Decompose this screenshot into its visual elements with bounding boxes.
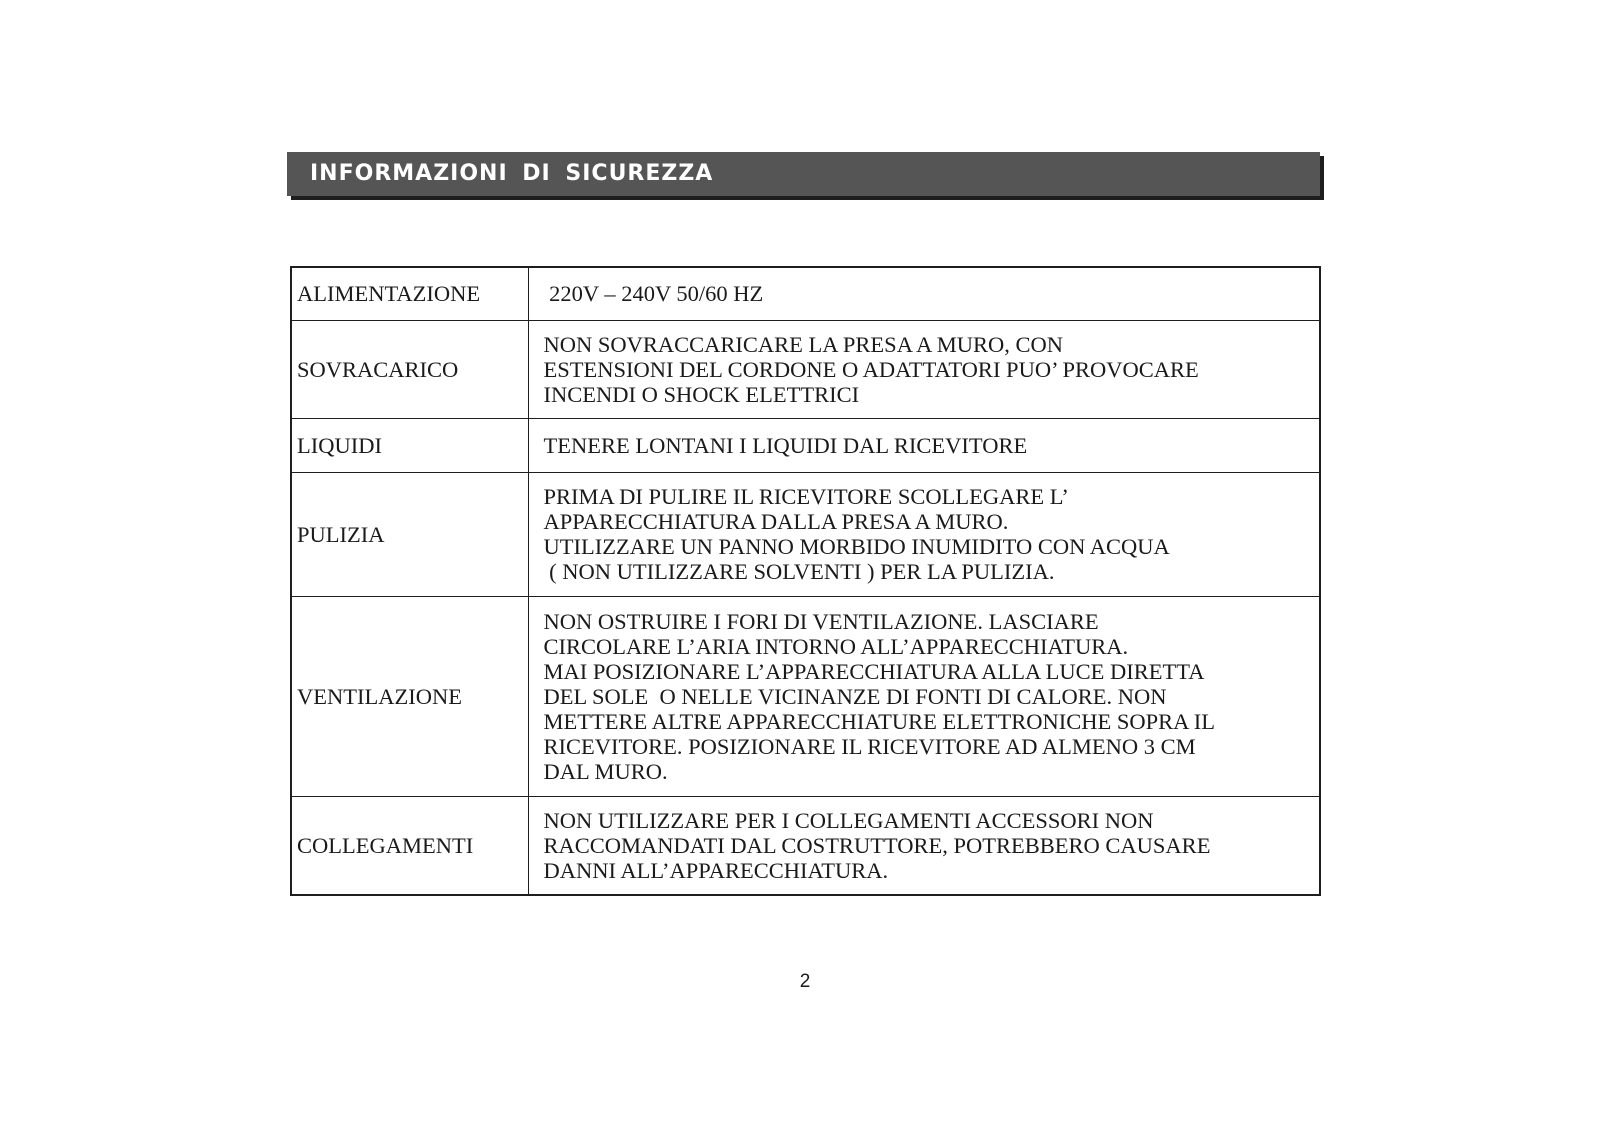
row-label: PULIZIA: [291, 472, 528, 596]
text-line: TENERE LONTANI I LIQUIDI DAL RICEVITORE: [543, 432, 1028, 458]
text-line: DAL MURO.: [543, 758, 668, 784]
text-line: NON UTILIZZARE PER I COLLEGAMENTI ACCESSORI NON: [543, 807, 1154, 833]
text-line: ( NON UTILIZZARE SOLVENTI ) PER LA PULIZIA.: [543, 559, 1055, 584]
text-line: 220V – 240V 50/60 HZ: [543, 281, 764, 307]
section-title: INFORMAZIONI DI SICUREZZA: [310, 161, 714, 186]
table-row: [291, 267, 1320, 320]
text-line: MAI POSIZIONARE L’APPARECCHIATURA ALLA LUCE DIRETTA: [543, 658, 1205, 684]
row-text: [528, 418, 1320, 472]
row-text: [528, 596, 1320, 796]
table-row: [291, 596, 1320, 796]
table-row: [291, 472, 1320, 596]
text-line: NON SOVRACCARICARE LA PRESA A MURO, CON: [543, 331, 1063, 357]
row-label: SOVRACARICO: [291, 320, 528, 418]
row-label: COLLEGAMENTI: [291, 796, 528, 895]
table-row: [291, 418, 1320, 472]
text-line: RACCOMANDATI DAL COSTRUTTORE, POTREBBERO CAUSARE: [543, 832, 1211, 858]
text-line: UTILIZZARE UN PANNO MORBIDO INUMIDITO CON ACQUA: [543, 534, 1170, 559]
text-line: APPARECCHIATURA DALLA PRESA A MURO.: [543, 509, 1009, 534]
row-text: [528, 796, 1320, 895]
safety-info-table: [290, 266, 1321, 896]
text-line: METTERE ALTRE APPARECCHIATURE ELETTRONICHE SOPRA IL: [543, 708, 1216, 734]
text-line: DANNI ALL’APPARECCHIATURA.: [543, 857, 889, 883]
text-line: NON OSTRUIRE I FORI DI VENTILAZIONE. LASCIARE: [543, 608, 1099, 634]
text-line: CIRCOLARE L’ARIA INTORNO ALL’APPARECCHIATURA.: [543, 633, 1129, 659]
table-row: [291, 796, 1320, 895]
row-text: [528, 472, 1320, 596]
section-header-bar: [287, 152, 1320, 196]
row-text: [528, 267, 1320, 320]
page-number: 2: [799, 971, 811, 992]
row-label: VENTILAZIONE: [291, 596, 528, 796]
text-line: ESTENSIONI DEL CORDONE O ADATTATORI PUO’ PROVOCARE: [543, 356, 1199, 382]
table-row: [291, 320, 1320, 418]
text-line: DEL SOLE O NELLE VICINANZE DI FONTI DI CALORE. NON: [543, 683, 1167, 709]
text-line: RICEVITORE. POSIZIONARE IL RICEVITORE AD ALMENO 3 CM: [543, 733, 1196, 759]
row-text: [528, 320, 1320, 418]
text-line: PRIMA DI PULIRE IL RICEVITORE SCOLLEGARE L’: [543, 484, 1069, 509]
text-line: INCENDI O SHOCK ELETTRICI: [543, 381, 860, 407]
row-label: ALIMENTAZIONE: [291, 267, 528, 320]
row-label: LIQUIDI: [291, 418, 528, 472]
